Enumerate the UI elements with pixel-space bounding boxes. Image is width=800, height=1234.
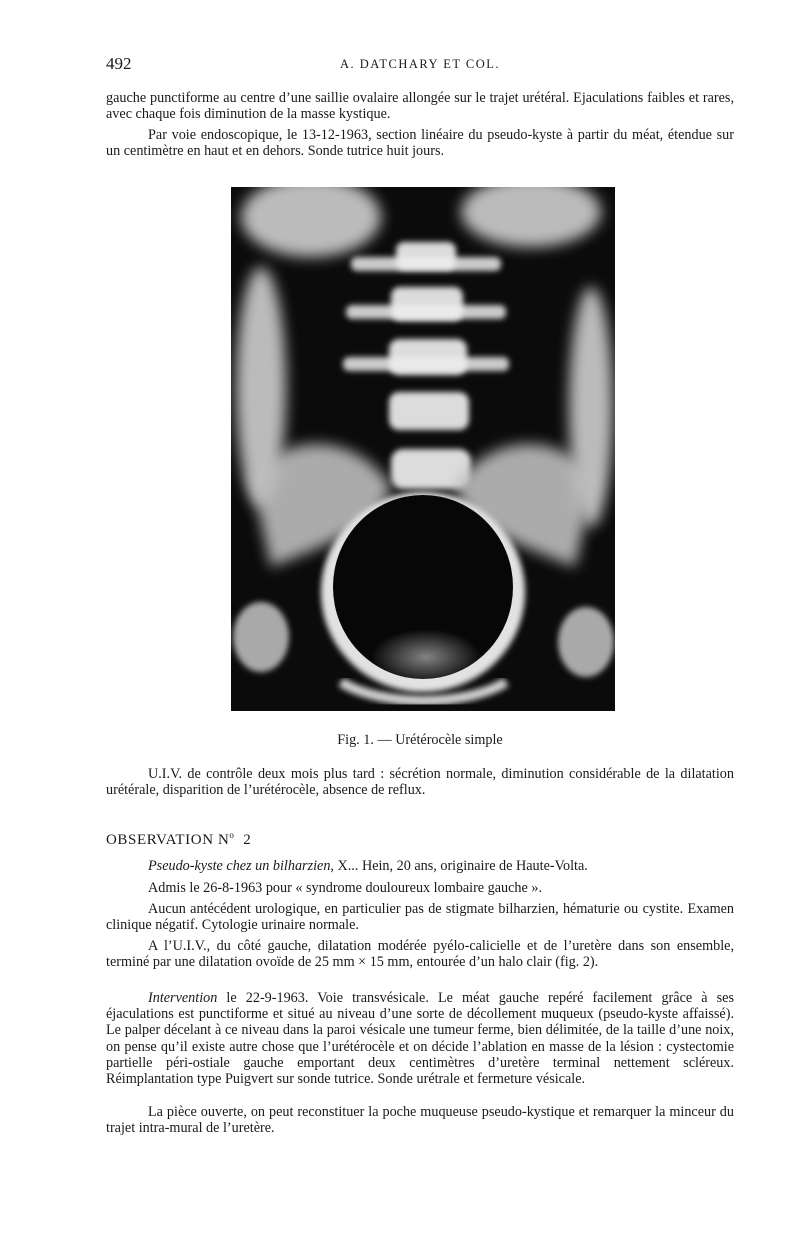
page-number: 492 [106, 54, 132, 73]
page-header [106, 54, 734, 76]
xray-figure [231, 187, 615, 711]
paragraph-endoscopy: Par voie endoscopique, le 13-12-1963, section linéaire du pseudo-kyste à partir du méat, étendue sur un centimètre en haut et en dehors. Sonde tutrice huit jours. [106, 127, 734, 160]
observation-heading-superscript: o [229, 830, 235, 840]
case-intro-text: X... Hein, 20 ans, originaire de Haute-Volta. [333, 858, 588, 874]
observation-number: 2 [243, 832, 252, 848]
paragraph-specimen: La pièce ouverte, on peut reconstituer la poche muqueuse pseudo-kystique et remarquer la minceur du trajet intra-mural de l’uretère. [106, 1104, 734, 1137]
figure-caption: Fig. 1. — Urétérocèle simple [337, 732, 503, 748]
intervention-text: le 22-9-1963. Voie transvésicale. Le méat gauche repéré facilement grâce à ses éjaculations est punctiforme et situé au niveau d’une sorte de décollement muqueux (pseudo-kyste affaissé). Le palper décelant à ce niveau dans la paroi vésicale une tumeur ferme, bien délimitée, de la taille d’une noix, on pense qu’il existe autre chose que l’urétérocèle et on décide l’ablation en masse de la lésion : cystectomie partielle péri-ostiale gauche emportant deux centimètres d’uretère terminal nettement scléreux. Réimplantation type Puigvert sur sonde tutrice. Sonde urétrale et fermeture vésicale. [106, 990, 734, 1088]
paragraph-continuation: gauche punctiforme au centre d’une saillie ovalaire allongée sur le trajet urétéral. Ejaculations faibles et rares, avec chaque fois diminution de la masse kystique. [106, 90, 734, 123]
paragraph-intervention [106, 990, 734, 1087]
intervention-label: Intervention [148, 990, 218, 1006]
paragraph-admission: Admis le 26-8-1963 pour « syndrome douloureux lombaire gauche ». [148, 880, 543, 896]
xray-image [231, 187, 615, 711]
paragraph-control-uiv: U.I.V. de contrôle deux mois plus tard : sécrétion normale, diminution considérable de la dilatation urétérale, disparition de l’urétérocèle, absence de reflux. [106, 766, 734, 799]
observation-heading [106, 830, 251, 849]
running-head: A. DATCHARY ET COL. [339, 57, 501, 71]
paragraph-case-intro [106, 858, 734, 874]
paragraph-uiv: A l’U.I.V., du côté gauche, dilatation modérée pyélo-calicielle et de l’uretère dans son ensemble, terminé par une dilatation ovoïde de 25 mm × 15 mm, entourée d’un halo clair (fig. 2). [106, 938, 734, 971]
observation-heading-text: OBSERVATION N [106, 832, 230, 848]
case-title-italic: Pseudo-kyste chez un bilharzien, [148, 858, 334, 874]
paragraph-history: Aucun antécédent urologique, en particulier pas de stigmate bilharzien, hématurie ou cystite. Examen clinique négatif. Cytologie urinaire normale. [106, 901, 734, 934]
